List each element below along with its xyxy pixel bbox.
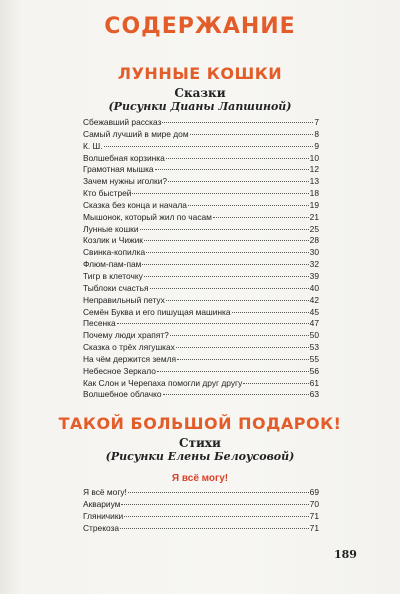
toc-entry-title: Волшебное облачко bbox=[83, 389, 162, 400]
toc-entry bbox=[83, 330, 319, 342]
toc-entry-page: 21 bbox=[309, 211, 319, 222]
toc-entry-page: 45 bbox=[309, 306, 319, 317]
toc-leader-dots bbox=[144, 276, 309, 277]
toc-entry-title: Свинка-копилка bbox=[83, 247, 146, 258]
toc-leader-dots bbox=[124, 516, 308, 517]
toc-entry bbox=[83, 366, 319, 378]
toc-leader-dots bbox=[146, 252, 309, 253]
toc-list-1 bbox=[83, 117, 319, 401]
section-genre-1: Сказки bbox=[174, 86, 226, 100]
toc-entry-title: Тигр в клеточку bbox=[83, 270, 143, 281]
toc-entry-page: 30 bbox=[309, 247, 319, 258]
toc-entry bbox=[83, 176, 319, 188]
toc-entry-title: Как Слон и Черепаха помогли друг другу bbox=[83, 377, 243, 388]
toc-leader-dots bbox=[177, 359, 309, 360]
toc-leader-dots bbox=[140, 229, 309, 230]
toc-leader-dots bbox=[117, 323, 309, 324]
toc-entry-page: 70 bbox=[309, 498, 319, 509]
section-title-2: ТАКОЙ БОЛЬШОЙ ПОДАРОК! bbox=[58, 414, 342, 433]
toc-entry-page: 47 bbox=[309, 318, 319, 329]
toc-leader-dots bbox=[120, 528, 309, 529]
toc-leader-dots bbox=[163, 394, 309, 395]
toc-entry-page: 19 bbox=[309, 199, 319, 210]
toc-entry bbox=[83, 164, 319, 176]
toc-entry-page: 9 bbox=[314, 140, 319, 151]
toc-entry bbox=[83, 389, 319, 401]
toc-leader-dots bbox=[176, 347, 309, 348]
toc-entry bbox=[83, 283, 319, 295]
toc-entry bbox=[83, 247, 319, 259]
toc-entry-page: 10 bbox=[309, 152, 319, 163]
section-title-1: ЛУННЫЕ КОШКИ bbox=[117, 64, 283, 83]
toc-leader-dots bbox=[168, 181, 309, 182]
toc-leader-dots bbox=[144, 240, 309, 241]
toc-entry-page: 71 bbox=[309, 522, 319, 533]
toc-leader-dots bbox=[232, 312, 309, 313]
toc-entry bbox=[83, 200, 319, 212]
toc-entry-title: Небесное Зеркало bbox=[83, 365, 156, 376]
toc-entry-page: 42 bbox=[309, 294, 319, 305]
section-genre-2: Стихи bbox=[179, 436, 221, 450]
toc-leader-dots bbox=[243, 383, 308, 384]
toc-entry bbox=[83, 224, 319, 236]
toc-entry-page: 71 bbox=[309, 510, 319, 521]
toc-leader-dots bbox=[121, 504, 308, 505]
toc-entry-page: 61 bbox=[309, 377, 319, 388]
section-illustrator-1: (Рисунки Дианы Лапшиной) bbox=[108, 100, 292, 113]
toc-entry-title: Почему люди храпят? bbox=[83, 330, 169, 341]
toc-entry-title: Сказка о трёх лягушках bbox=[83, 342, 175, 353]
toc-entry-page: 13 bbox=[309, 176, 319, 187]
toc-entry-title: Песенка bbox=[83, 318, 116, 329]
toc-leader-dots bbox=[166, 300, 309, 301]
toc-leader-dots bbox=[132, 193, 308, 194]
toc-entry-page: 40 bbox=[309, 282, 319, 293]
toc-entry-page: 39 bbox=[309, 270, 319, 281]
toc-entry bbox=[83, 354, 319, 366]
toc-entry-page: 69 bbox=[309, 487, 319, 497]
toc-leader-dots bbox=[188, 205, 309, 206]
toc-entry bbox=[83, 511, 319, 523]
toc-leader-dots bbox=[170, 335, 309, 336]
toc-leader-dots bbox=[157, 371, 309, 372]
toc-entry bbox=[83, 117, 319, 129]
toc-entry bbox=[83, 188, 319, 200]
toc-entry-title: Тыблоки счастья bbox=[83, 282, 149, 293]
toc-entry bbox=[83, 141, 319, 153]
toc-leader-dots bbox=[213, 217, 309, 218]
toc-entry-page: 18 bbox=[309, 188, 319, 199]
toc-entry-page: 56 bbox=[309, 365, 319, 376]
toc-leader-dots bbox=[166, 158, 309, 159]
toc-entry-title: Козлик и Чижик bbox=[83, 235, 143, 246]
toc-entry-title: Гляничики bbox=[83, 510, 124, 521]
toc-entry-title: На чём держится земля bbox=[83, 353, 176, 364]
toc-entry-title: Волшебная корзинка bbox=[83, 152, 165, 163]
toc-leader-dots bbox=[142, 264, 308, 265]
toc-leader-dots bbox=[155, 169, 309, 170]
toc-entry-page: 25 bbox=[309, 223, 319, 234]
toc-entry-title: Лунные кошки bbox=[83, 223, 139, 234]
toc-entry-title: К. Ш. bbox=[83, 140, 103, 151]
toc-entry bbox=[83, 499, 319, 511]
toc-entry-title: Кто быстрей bbox=[83, 188, 132, 199]
page-number: 189 bbox=[334, 548, 357, 561]
toc-entry-page: 12 bbox=[309, 164, 319, 175]
toc-entry-title: Грамотная мышка bbox=[83, 164, 154, 175]
toc-entry-title: Я всё могу! bbox=[83, 487, 127, 497]
toc-entry-page: 8 bbox=[314, 128, 319, 139]
toc-leader-dots bbox=[162, 122, 313, 123]
toc-entry-title: Самый лучший в мире дом bbox=[83, 128, 189, 139]
toc-list-2 bbox=[83, 487, 319, 534]
toc-entry bbox=[83, 259, 319, 271]
toc-entry-page: 53 bbox=[309, 342, 319, 353]
toc-entry bbox=[83, 523, 319, 535]
toc-leader-dots bbox=[190, 134, 314, 135]
toc-leader-dots bbox=[104, 146, 314, 147]
toc-entry-page: 63 bbox=[309, 389, 319, 400]
toc-entry-title: Сбежавший рассказ bbox=[83, 117, 162, 127]
toc-entry bbox=[83, 235, 319, 247]
toc-entry bbox=[83, 129, 319, 141]
toc-entry bbox=[83, 487, 319, 499]
toc-leader-dots bbox=[150, 288, 309, 289]
toc-entry-title: Неправильный петух bbox=[83, 294, 165, 305]
toc-entry bbox=[83, 342, 319, 354]
toc-entry-page: 50 bbox=[309, 330, 319, 341]
toc-entry-page: 55 bbox=[309, 353, 319, 364]
toc-entry-title: Мышонок, который жил по часам bbox=[83, 211, 212, 222]
toc-entry-title: Семён Буква и его пишущая машинка bbox=[83, 306, 231, 317]
toc-entry-page: 32 bbox=[309, 259, 319, 270]
toc-entry-page: 7 bbox=[314, 117, 319, 127]
toc-entry-title: Сказка без конца и начала bbox=[83, 199, 187, 210]
toc-entry bbox=[83, 318, 319, 330]
toc-entry bbox=[83, 271, 319, 283]
toc-entry bbox=[83, 295, 319, 307]
toc-leader-dots bbox=[128, 492, 309, 493]
toc-entry-title: Флюм-пам-пам bbox=[83, 259, 142, 270]
toc-entry bbox=[83, 378, 319, 390]
toc-entry-title: Зачем нужны иголки? bbox=[83, 176, 168, 187]
toc-entry-page: 28 bbox=[309, 235, 319, 246]
section-illustrator-2: (Рисунки Елены Белоусовой) bbox=[105, 450, 295, 463]
toc-entry-title: Стрекоза bbox=[83, 522, 120, 533]
toc-entry bbox=[83, 153, 319, 165]
subsection-title: Я всё могу! bbox=[171, 473, 229, 484]
toc-entry bbox=[83, 212, 319, 224]
page-title: СОДЕРЖАНИЕ bbox=[104, 14, 296, 39]
toc-entry bbox=[83, 307, 319, 319]
toc-entry-title: Аквариум bbox=[83, 498, 121, 509]
